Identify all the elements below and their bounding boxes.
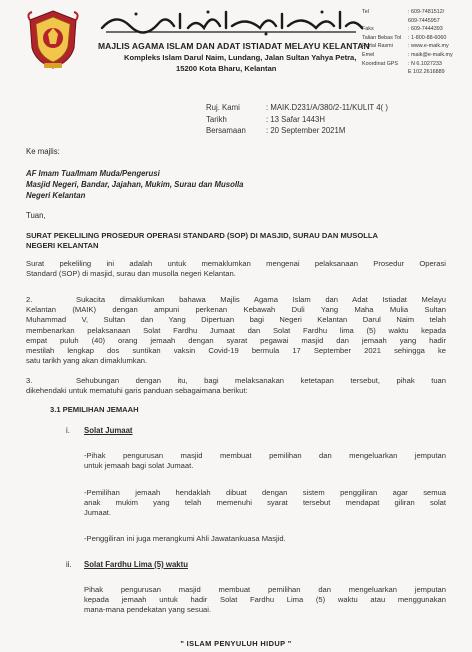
ref-value: : 20 September 2021M	[266, 126, 346, 135]
item-i-point: -Penggiliran ini juga merangkumi Ahli Jawatankuasa Masjid.	[84, 534, 286, 543]
org-name: MAJLIS AGAMA ISLAM DAN ADAT ISTIADAT MELAYU KELANTAN	[98, 41, 370, 51]
contact-row: Koordinat GPS : N 6.1027233	[362, 60, 442, 67]
item-ii-paragraph: Pihak pengurusan masjid membuat pemilihan dan mengeluarkan jemputan kepada jemaah untuk hadir Solat Fardhu Lima (5) waktu atau menggunakan mana-mana pendekatan yang sesuai.	[84, 585, 446, 615]
arabic-org-name	[96, 8, 366, 38]
section-title: 3.1 PEMILIHAN JEMAAH	[50, 405, 139, 414]
ref-value: : 13 Safar 1443H	[266, 114, 325, 124]
item-i-number: i.	[66, 426, 70, 435]
ref-label: Tarikh	[206, 114, 227, 124]
para3-paragraph: Sehubungan dengan itu, bagi melaksanakan ketetapan tersebut, pihak tuan dikehendaki untuk mematuhi garis panduan sebagaimana berikut:	[26, 376, 446, 396]
item-i-point: -Pihak pengurusan masjid membuat pemilihan dan mengeluarkan jemputan untuk jemaah bagi solat Jumaat.	[84, 451, 446, 471]
footer-motto: " ISLAM PENYULUH HIDUP "	[180, 639, 292, 648]
contact-row: Portal Rasmi : www.e-maik.my	[362, 43, 449, 50]
ref-value: : MAIK.D231/A/380/2-11/KULIT 4( )	[266, 103, 388, 112]
contact-row: 609-7445957	[408, 17, 440, 24]
arabic-org-name-text: مجلس اڬام اسلام دان عادة استعادة ملايو كلنتن	[96, 8, 116, 9]
intro-paragraph: Surat pekeliling ini adalah untuk memaklumkan mengenai pelaksanaan Prosedur Operasi Standard (SOP) di masjid, surau dan musolla negeri Kelantan.	[26, 259, 446, 279]
ref-label: Ruj. Kami	[206, 103, 240, 112]
item-i-title: Solat Jumaat	[84, 426, 133, 435]
item-i-point: -Pemilihan jemaah hendaklah dibuat dengan sistem penggiliran agar semua anak mukim yang telah memenuhi syarat tersebut mendapat giliran solat Jumaat.	[84, 488, 446, 518]
contact-row: E 102.2616889	[408, 69, 445, 76]
reference-block	[206, 102, 388, 137]
salutation: Tuan,	[26, 211, 46, 220]
maik-crest-logo	[24, 8, 82, 70]
recipient-line: Masjid Negeri, Bandar, Jajahan, Mukim, Surau dan Musolla	[26, 180, 244, 189]
item-ii-number: ii.	[66, 560, 72, 569]
subject-line: SURAT PEKELILING PROSEDUR OPERASI STANDARD (SOP) DI MASJID, SURAU DAN MUSOLLA	[26, 231, 378, 240]
para2-number: 2.	[26, 295, 33, 304]
para3-number: 3.	[26, 376, 33, 385]
ref-label: Bersamaan	[206, 126, 246, 135]
org-address-line1: Kompleks Islam Darul Naim, Lundang, Jalan Sultan Yahya Petra,	[124, 53, 357, 62]
item-ii-title: Solat Fardhu Lima (5) waktu	[84, 560, 188, 569]
recipient-line: Negeri Kelantan	[26, 191, 86, 200]
org-address-line2: 15200 Kota Bharu, Kelantan	[176, 64, 277, 73]
contact-row: Emel : maik@e-maik.my	[362, 51, 453, 58]
contact-row: Faks : 609-7444393	[362, 26, 443, 33]
para2-paragraph: Sukacita dimaklumkan bahawa Majlis Agama Islam dan Adat Istiadat Melayu Kelantan (MAIK) dengan ampuni perkenan Kebawah Duli Yang Maha Mulia Sultan Muhammad V, Sultan dan Yang Dipertuan bagi Negeri Kelantan Darul Naim telah membenarkan pelaksanaan Solat Fardhu Jumaat dan Solat Fardhu lima (5) waktu kepada empat puluh (40) orang jemaah dengan syarat pegawai masjid dan jemaah yang hadir mestilah lengkap dos suntikan vaksin Covid-19 bermula 17 September 2021 sehingga ke satu tarikh yang akan dimaklumkan.	[26, 295, 446, 366]
contact-block	[362, 8, 453, 77]
subject-line: NEGERI KELANTAN	[26, 241, 99, 250]
to-line: Ke majlis:	[26, 147, 60, 156]
recipient-line: AF Imam Tua/Imam Muda/Pengerusi	[26, 169, 160, 178]
contact-row: Talian Bebas Tol : 1-800-88-6060	[362, 34, 447, 41]
contact-row: Tel : 609-7481512/	[362, 9, 445, 15]
